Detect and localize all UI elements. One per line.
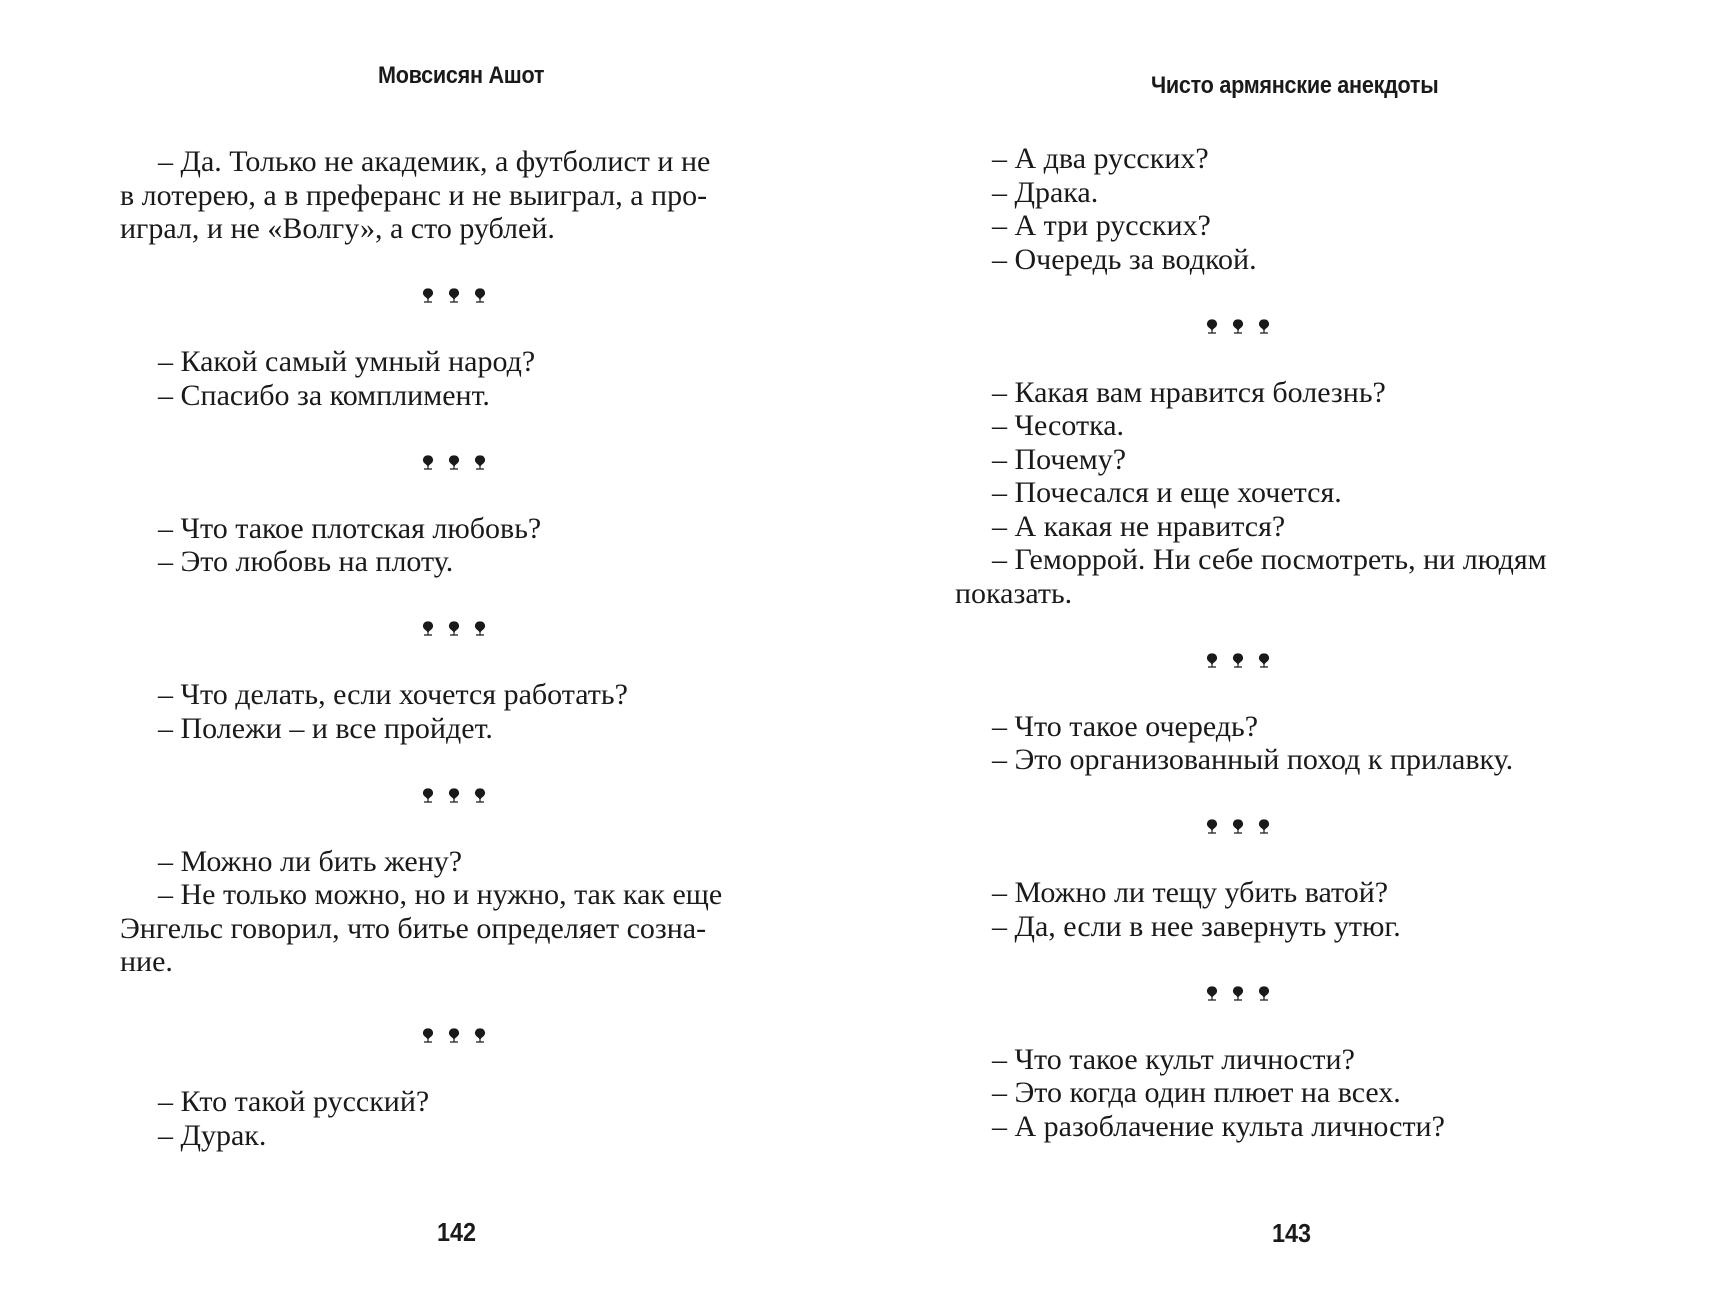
flourish-icon (418, 785, 438, 805)
flourish-icon (470, 785, 490, 805)
text-line: – Да. Только не академик, а футболист и не (158, 145, 711, 178)
opening-paragraph (120, 145, 788, 246)
text-line: показать. (955, 576, 1073, 610)
flourish-icon (444, 785, 464, 805)
flourish-icon (444, 1025, 464, 1045)
flourish-icon (1228, 650, 1248, 670)
section-separator (120, 279, 788, 313)
text-line: – Какая вам нравится болезнь? (992, 375, 1386, 409)
text-line: – А разоблачение культа личности? (992, 1109, 1445, 1143)
flourish-icon (1202, 316, 1222, 336)
text-line: – Какой самый умный народ? (158, 345, 536, 378)
page-number: 142 (437, 1217, 477, 1247)
flourish-icon (444, 452, 464, 472)
joke (120, 845, 788, 979)
text-line: – Это организованный поход к прилавку. (992, 743, 1514, 776)
joke (955, 876, 1521, 943)
section-separator (120, 778, 788, 812)
flourish-icon (470, 285, 490, 305)
text-line: – Геморрой. Ни себе посмотреть, ни людям (992, 543, 1547, 576)
text-line: – Это когда один плюет на всех. (992, 1076, 1401, 1109)
joke (120, 512, 788, 579)
flourish-icon (1228, 983, 1248, 1003)
section-separator (120, 612, 788, 646)
flourish-icon (1254, 650, 1274, 670)
flourish-icon (418, 452, 438, 472)
flourish-icon (470, 1025, 490, 1045)
joke (120, 1085, 788, 1152)
text-line: – Очередь за водкой. (992, 242, 1257, 276)
section-separator (955, 309, 1521, 343)
text-line: в лотерею, а в преферанс и не выиграл, а про- (120, 178, 708, 212)
text-line: – Что такое очередь? (992, 709, 1259, 743)
flourish-icon (470, 618, 490, 638)
text-line: – Что такое плотская любовь? (158, 511, 542, 545)
flourish-icon (1228, 816, 1248, 836)
text-line: играл, и не «Волгу», а сто рублей. (120, 212, 555, 245)
running-head-author: Мовсисян Ашот (378, 62, 545, 89)
joke (120, 678, 788, 745)
text-line: – Можно ли тещу убить ватой? (992, 876, 1389, 909)
joke (955, 375, 1547, 611)
text-line: – Это любовь на плоту. (158, 545, 454, 578)
text-line: – А два русских? (992, 142, 1209, 175)
section-separator (120, 1019, 788, 1053)
text-line: ние. (120, 945, 173, 978)
section-separator (955, 810, 1521, 844)
text-line: Энгельс говорил, что битье определяет созна- (120, 911, 707, 945)
flourish-icon (1202, 650, 1222, 670)
section-separator (955, 643, 1521, 677)
page-number: 143 (1272, 1218, 1312, 1248)
running-head-title: Чисто армянские анекдоты (1151, 72, 1439, 99)
flourish-icon (444, 618, 464, 638)
text-line: – Спасибо за комплимент. (158, 378, 490, 412)
text-line: – Драка. (992, 175, 1099, 209)
text-line: – А какая не нравится? (992, 509, 1286, 543)
text-line: – Почему? (992, 442, 1127, 476)
text-line: – Дурак. (158, 1118, 267, 1152)
flourish-icon (1202, 983, 1222, 1003)
text-line: – Не только можно, но и нужно, так как еще (158, 878, 723, 911)
text-line: – Можно ли бить жену? (158, 844, 463, 878)
text-line: – Полежи – и все пройдет. (158, 711, 493, 745)
flourish-icon (1254, 316, 1274, 336)
text-line: – А три русских? (992, 209, 1211, 242)
left-body (120, 145, 788, 1152)
text-line: – Что такое культ личности? (992, 1042, 1355, 1076)
right-page (863, 0, 1726, 1315)
text-line: – Что делать, если хочется работать? (158, 678, 628, 711)
flourish-icon (1202, 816, 1222, 836)
text-line: – Чесотка. (992, 409, 1125, 442)
flourish-icon (418, 618, 438, 638)
joke (120, 345, 788, 412)
flourish-icon (1254, 816, 1274, 836)
text-line: – Почесался и еще хочется. (992, 476, 1342, 509)
flourish-icon (1254, 983, 1274, 1003)
text-line: – Да, если в нее завернуть утюг. (992, 909, 1401, 943)
flourish-icon (444, 285, 464, 305)
right-body (955, 142, 1547, 1143)
joke (955, 710, 1521, 777)
section-separator (120, 445, 788, 479)
flourish-icon (418, 1025, 438, 1045)
flourish-icon (470, 452, 490, 472)
section-separator (955, 976, 1521, 1010)
opening-paragraph (955, 142, 1521, 276)
joke (955, 1043, 1521, 1144)
text-line: – Кто такой русский? (158, 1085, 430, 1118)
flourish-icon (418, 285, 438, 305)
flourish-icon (1228, 316, 1248, 336)
